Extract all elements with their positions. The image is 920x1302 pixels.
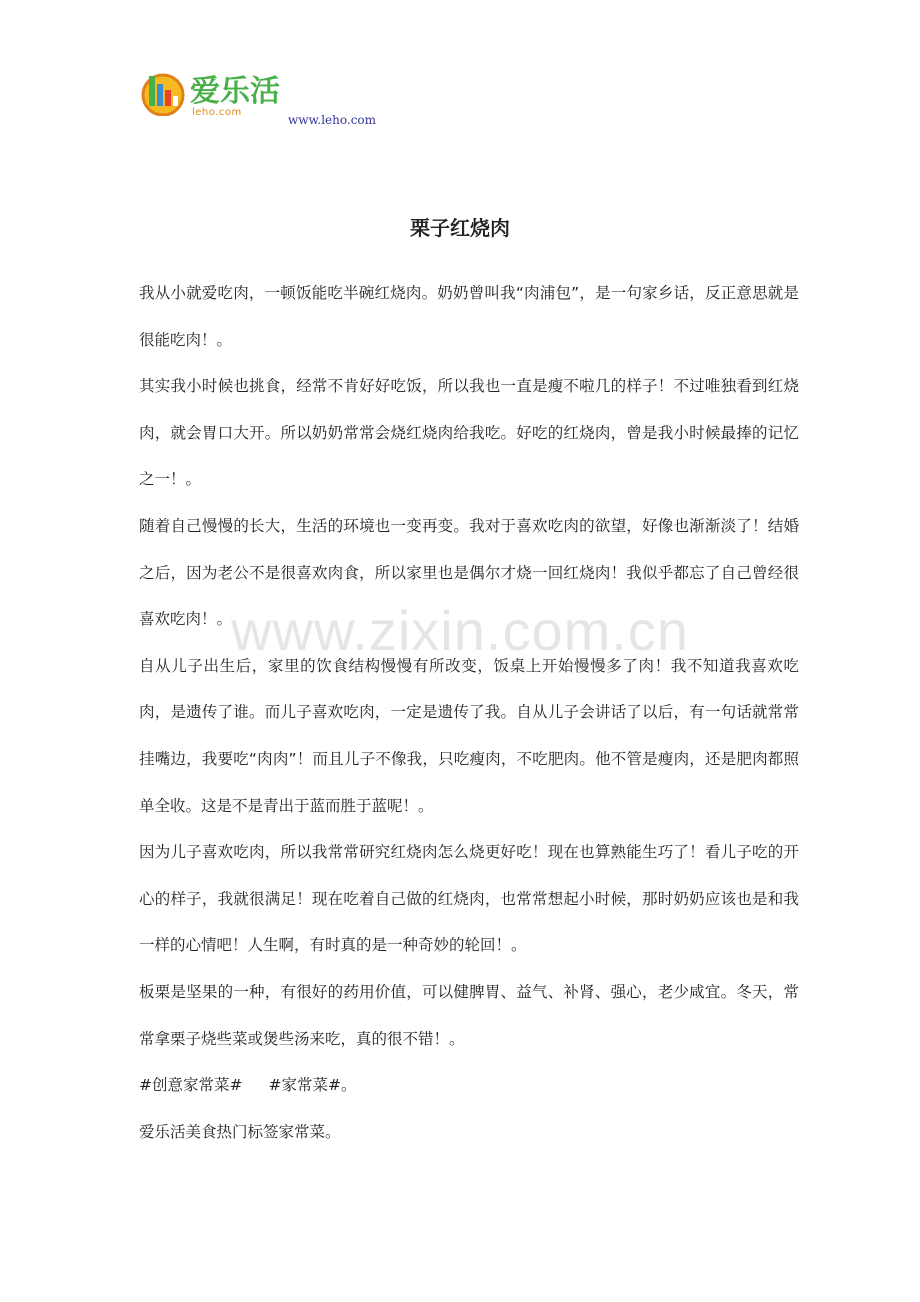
leho-logo xyxy=(140,70,290,120)
tag-line xyxy=(139,1062,799,1109)
tag-link[interactable]: #创意家常菜# xyxy=(139,1076,243,1095)
site-url[interactable]: www.leho.com xyxy=(288,113,377,127)
tag-link[interactable]: #家常菜#。 xyxy=(268,1076,357,1095)
watermark: www.zixin.com.cn xyxy=(231,599,689,662)
paragraph: 随着自己慢慢的长大，生活的环境也一变再变。我对于喜欢吃肉的欲望，好像也渐渐淡了！结婚之后，因为老公不是很喜欢肉食，所以家里也是偶尔才烧一回红烧肉！我似乎都忘了自己曾经很喜欢吃肉！。 xyxy=(139,516,799,629)
footer-line: 爱乐活美食热门标签家常菜。 xyxy=(139,1122,341,1141)
paragraph: 其实我小时候也挑食，经常不肯好好吃饭，所以我也一直是瘦不啦几的样子！不过唯独看到红烧肉，就会胃口大开。所以奶奶常常会烧红烧肉给我吃。好吃的红烧肉，曾是我小时候最捧的记忆之一！。 xyxy=(139,377,799,489)
leho-logo-domain: leho.com xyxy=(192,107,242,118)
article-title: 栗子红烧肉 xyxy=(410,216,510,240)
paragraph: 因为儿子喜欢吃肉，所以我常常研究红烧肉怎么烧更好吃！现在也算熟能生巧了！看儿子吃的开心的样子，我就很满足！现在吃着自己做的红烧肉，也常常想起小时候，那时奶奶应该也是和我一样的心情吧！人生啊，有时真的是一种奇妙的轮回！。 xyxy=(139,843,799,955)
leho-logo-text: 爱乐活 xyxy=(190,74,280,109)
paragraph: 我从小就爱吃肉，一顿饭能吃半碗红烧肉。奶奶曾叫我“肉浦包”，是一句家乡话，反正意思就是很能吃肉！。 xyxy=(139,284,799,349)
article-body xyxy=(139,270,799,1155)
leho-logo-icon xyxy=(140,70,186,116)
paragraph: 自从儿子出生后，家里的饮食结构慢慢有所改变，饭桌上开始慢慢多了肉！我不知道我喜欢吃肉，是遗传了谁。而儿子喜欢吃肉，一定是遗传了我。自从儿子会讲话了以后，有一句话就常常挂嘴边，我要吃“肉肉”！而且儿子不像我，只吃瘦肉，不吃肥肉。他不管是瘦肉，还是肥肉都照单全收。这是不是青出于蓝而胜于蓝呢！。 xyxy=(139,656,799,815)
paragraph: 板栗是坚果的一种，有很好的药用价值，可以健脾胃、益气、补肾、强心，老少咸宜。冬天，常常拿栗子烧些菜或煲些汤来吃，真的很不错！。 xyxy=(139,982,799,1048)
